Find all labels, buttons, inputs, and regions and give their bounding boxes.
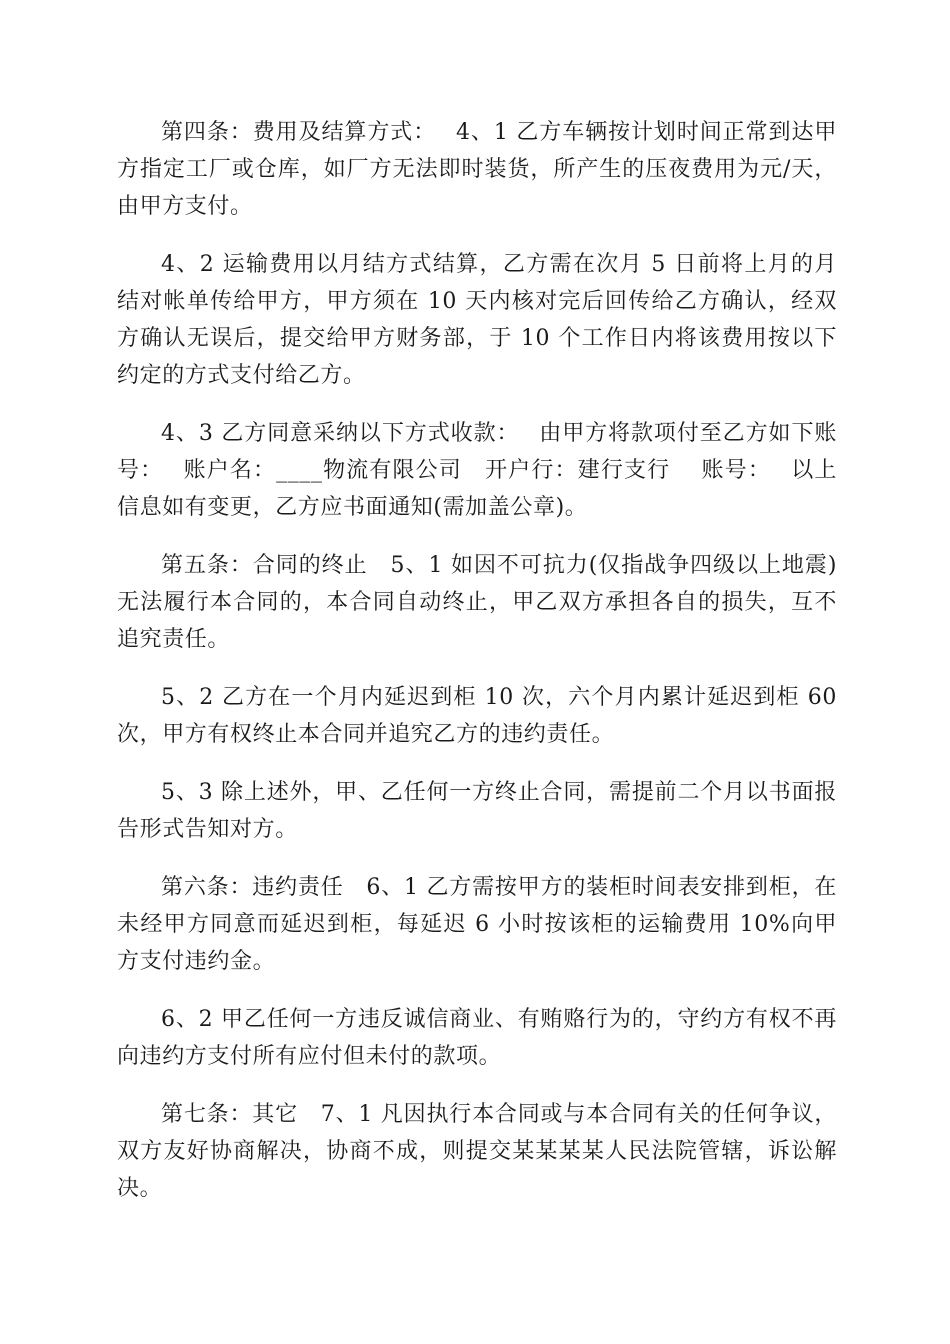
clause-6-1-paragraph: 第六条：违约责任 6、1 乙方需按甲方的装柜时间表安排到柜，在未经甲方同意而延迟到柜，每延迟 6 小时按该柜的运输费用 10%向甲方支付违约金。 [117,875,837,974]
clause-5-3-paragraph: 5、3 除上述外，甲、乙任何一方终止合同，需提前二个月以书面报告形式告知对方。 [117,780,837,842]
clause-7-1-paragraph: 第七条：其它 7、1 凡因执行本合同或与本合同有关的任何争议，双方友好协商解决，协商不成，则提交某某某某人民法院管辖，诉讼解决。 [117,1102,837,1201]
document-body [117,114,845,1228]
clause-4-1-paragraph: 第四条：费用及结算方式： 4、1 乙方车辆按计划时间正常到达甲方指定工厂或仓库，如厂方无法即时装货，所产生的压夜费用为元/天，由甲方支付。 [117,120,837,219]
clause-6-2-paragraph: 6、2 甲乙任何一方违反诚信商业、有贿赂行为的，守约方有权不再向违约方支付所有应付但未付的款项。 [117,1007,837,1069]
clause-5-2-paragraph: 5、2 乙方在一个月内延迟到柜 10 次，六个月内累计延迟到柜 60 次，甲方有权终止本合同并追究乙方的违约责任。 [117,685,845,747]
clause-5-1-paragraph: 第五条：合同的终止 5、1 如因不可抗力(仅指战争四级以上地震)无法履行本合同的，本合同自动终止，甲乙双方承担各自的损失，互不追究责任。 [117,553,837,652]
clause-4-3-paragraph: 4、3 乙方同意采纳以下方式收款： 由甲方将款项付至乙方如下账号： 账户名：____物流有限公司 开户行：建行支行 账号： 以上信息如有变更，乙方应书面通知(需加盖公章)。 [117,421,837,520]
clause-4-2-paragraph: 4、2 运输费用以月结方式结算，乙方需在次月 5 日前将上月的月结对帐单传给甲方，甲方须在 10 天内核对完后回传给乙方确认，经双方确认无误后，提交给甲方财务部，于 10 个工作日内将该费用按以下约定的方式支付给乙方。 [117,252,837,388]
